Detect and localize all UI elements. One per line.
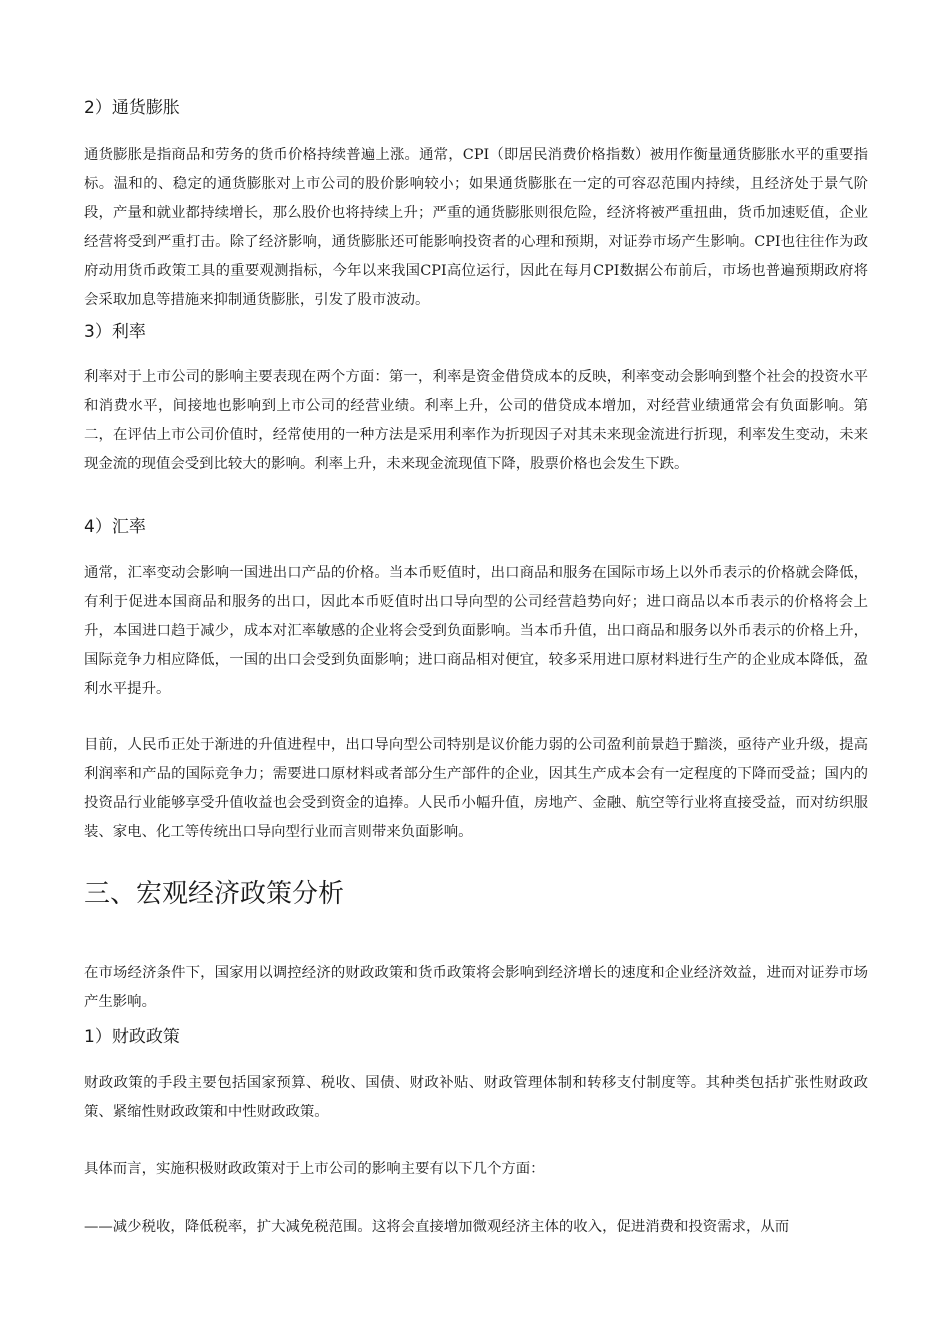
paragraph-exchange-rate-1: 通常，汇率变动会影响一国进出口产品的价格。当本币贬值时，出口商品和服务在国际市场上以外币表示的价格就会降低，有利于促进本国商品和服务的出口，因此本币贬值时出口导向型的公司经营趋势向好；进口商品以本币表示的价格将会上升，本国进口趋于减少，成本对汇率敏感的企业将会受到负面影响。当本币升值，出口商品和服务以外币表示的价格上升，国际竞争力相应降低，一国的出口会受到负面影响；进口商品相对便宜，较多采用进口原材料进行生产的企业成本降低，盈利水平提升。: [84, 565, 868, 697]
paragraph-macro-intro: 在市场经济条件下，国家用以调控经济的财政政策和货币政策将会影响到经济增长的速度和企业经济效益，进而对证券市场产生影响。: [84, 965, 868, 1010]
heading-inflation: 2）通货膨胀: [84, 98, 180, 118]
paragraph-interest-rate: 利率对于上市公司的影响主要表现在两个方面：第一，利率是资金借贷成本的反映，利率变动会影响到整个社会的投资水平和消费水平，间接地也影响到上市公司的经营业绩。利率上升，公司的借贷成本增加，对经营业绩通常会有负面影响。第二，在评估上市公司价值时，经常使用的一种方法是采用利率作为折现因子对其未来现金流进行折现，利率发生变动，未来现金流的现值会受到比较大的影响。利率上升，未来现金流现值下降，股票价格也会发生下跌。: [84, 369, 868, 472]
paragraph-fiscal-1: 财政政策的手段主要包括国家预算、税收、国债、财政补贴、财政管理体制和转移支付制度等。其种类包括扩张性财政政策、紧缩性财政政策和中性财政政策。: [84, 1075, 868, 1120]
paragraph-exchange-rate-2: 目前，人民币正处于渐进的升值进程中，出口导向型公司特别是议价能力弱的公司盈利前景趋于黯淡，亟待产业升级，提高利润率和产品的国际竞争力；需要进口原材料或者部分生产部件的企业，因其生产成本会有一定程度的下降而受益；国内的投资品行业能够享受升值收益也会受到资金的追捧。人民币小幅升值，房地产、金融、航空等行业将直接受益，而对纺织服装、家电、化工等传统出口导向型行业而言则带来负面影响。: [84, 737, 868, 840]
heading-interest-rate: 3）利率: [84, 322, 146, 342]
heading-fiscal-policy: 1）财政政策: [84, 1027, 180, 1047]
paragraph-fiscal-2: 具体而言，实施积极财政政策对于上市公司的影响主要有以下几个方面：: [84, 1161, 545, 1177]
paragraph-fiscal-3: ——减少税收，降低税率，扩大减免税范围。这将会直接增加微观经济主体的收入，促进消费和投资需求，从而: [84, 1219, 790, 1235]
heading-macro-policy: 三、宏观经济政策分析: [84, 879, 345, 909]
heading-exchange-rate: 4）汇率: [84, 517, 146, 537]
paragraph-inflation: 通货膨胀是指商品和劳务的货币价格持续普遍上涨。通常，CPI（即居民消费价格指数）被用作衡量通货膨胀水平的重要指标。温和的、稳定的通货膨胀对上市公司的股价影响较小；如果通货膨胀在一定的可容忍范围内持续，且经济处于景气阶段，产量和就业都持续增长，那么股价也将持续上升；严重的通货膨胀则很危险，经济将被严重扭曲，货币加速贬值，企业经营将受到严重打击。除了经济影响，通货膨胀还可能影响投资者的心理和预期，对证券市场产生影响。CPI也往往作为政府动用货币政策工具的重要观测指标，今年以来我国CPI高位运行，因此在每月CPI数据公布前后，市场也普遍预期政府将会采取加息等措施来抑制通货膨胀，引发了股市波动。: [84, 147, 868, 308]
